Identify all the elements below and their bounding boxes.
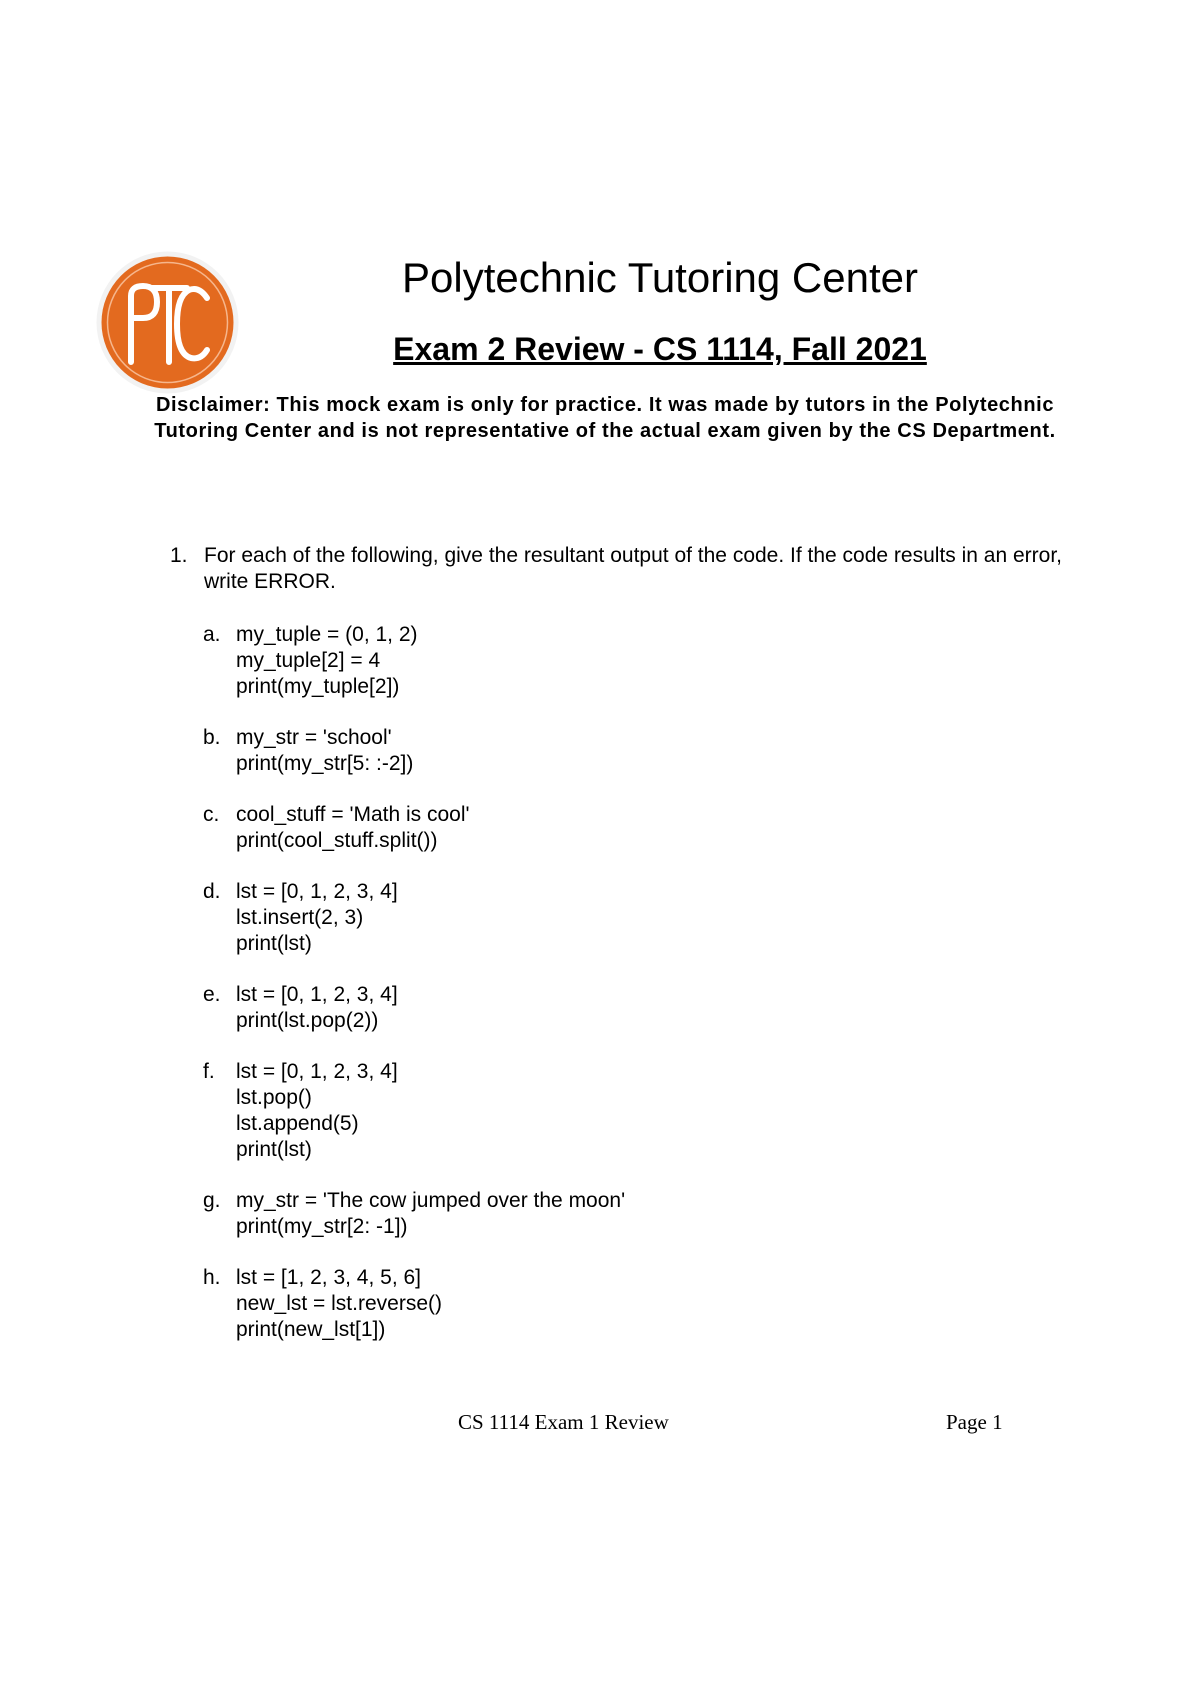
part-letter: c. bbox=[203, 803, 220, 826]
code-line: new_lst = lst.reverse() bbox=[236, 1292, 442, 1315]
part-letter: f. bbox=[203, 1060, 215, 1083]
code-line: lst = [0, 1, 2, 3, 4] bbox=[236, 983, 398, 1006]
page-title: Polytechnic Tutoring Center bbox=[402, 254, 918, 301]
code-line: print(lst.pop(2)) bbox=[236, 1009, 379, 1032]
exam-subtitle: Exam 2 Review - CS 1114, Fall 2021 bbox=[393, 331, 927, 367]
footer-title: CS 1114 Exam 1 Review bbox=[458, 1410, 669, 1434]
code-line: lst.pop() bbox=[236, 1086, 312, 1109]
question-number: 1. bbox=[170, 544, 188, 567]
question-text: For each of the following, give the resultant output of the code. If the code results in an error, write ERROR. bbox=[204, 544, 1063, 593]
part-b bbox=[203, 725, 1003, 777]
part-letter: a. bbox=[203, 623, 221, 646]
part-letter: d. bbox=[203, 880, 221, 903]
ptc-logo-icon bbox=[95, 250, 240, 395]
code-line: lst.insert(2, 3) bbox=[236, 906, 364, 929]
part-f bbox=[203, 1059, 1003, 1163]
disclaimer: Disclaimer: This mock exam is only for practice. It was made by tutors in the Polytechnic Tutoring Center and is not representative of the actual exam given by the CS Department. bbox=[154, 394, 1056, 442]
part-c bbox=[203, 802, 1003, 854]
code-line: my_tuple[2] = 4 bbox=[236, 649, 381, 672]
code-line: print(my_tuple[2]) bbox=[236, 675, 400, 698]
part-letter: h. bbox=[203, 1266, 221, 1289]
question-1 bbox=[170, 543, 1070, 595]
code-line: print(my_str[5: :-2]) bbox=[236, 752, 414, 775]
code-line: lst = [0, 1, 2, 3, 4] bbox=[236, 880, 398, 903]
code-line: print(lst) bbox=[236, 1138, 312, 1161]
code-line: my_str = 'school' bbox=[236, 726, 392, 749]
part-h bbox=[203, 1265, 1003, 1343]
part-g bbox=[203, 1188, 1003, 1240]
part-a bbox=[203, 622, 1003, 700]
part-letter: b. bbox=[203, 726, 221, 749]
code-line: print(new_lst[1]) bbox=[236, 1318, 386, 1341]
code-line: cool_stuff = 'Math is cool' bbox=[236, 803, 470, 826]
part-letter: g. bbox=[203, 1189, 221, 1212]
code-line: print(lst) bbox=[236, 932, 312, 955]
code-line: print(my_str[2: -1]) bbox=[236, 1215, 408, 1238]
ptc-logo bbox=[95, 250, 240, 395]
page-number: Page 1 bbox=[946, 1410, 1003, 1434]
part-letter: e. bbox=[203, 983, 221, 1006]
code-line: my_str = 'The cow jumped over the moon' bbox=[236, 1189, 626, 1212]
code-line: lst.append(5) bbox=[236, 1112, 359, 1135]
code-line: lst = [1, 2, 3, 4, 5, 6] bbox=[236, 1266, 422, 1289]
code-line: print(cool_stuff.split()) bbox=[236, 829, 438, 852]
code-line: lst = [0, 1, 2, 3, 4] bbox=[236, 1060, 398, 1083]
part-d bbox=[203, 879, 1003, 957]
question-parts bbox=[203, 622, 1003, 1368]
code-line: my_tuple = (0, 1, 2) bbox=[236, 623, 418, 646]
part-e bbox=[203, 982, 1003, 1034]
